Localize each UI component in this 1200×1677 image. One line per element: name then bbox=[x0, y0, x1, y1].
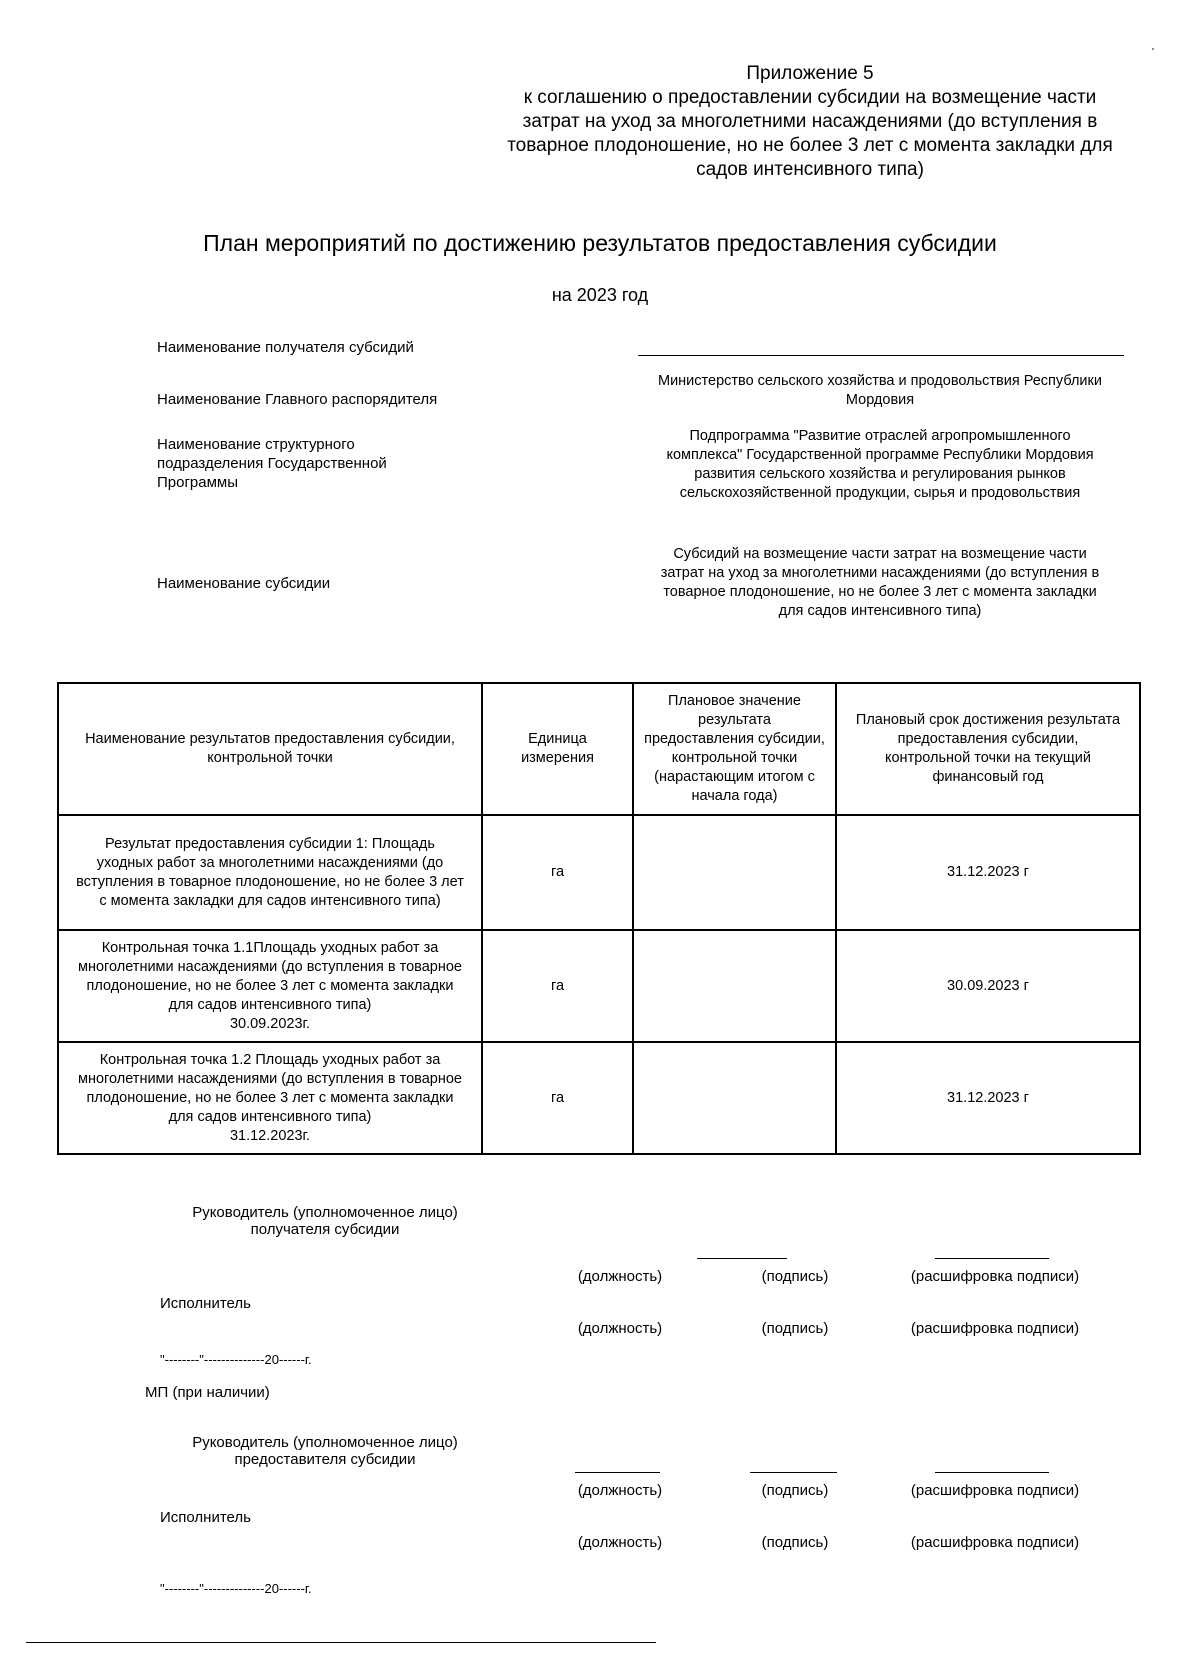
table-row bbox=[58, 1042, 1140, 1154]
row-unit: га bbox=[482, 815, 633, 930]
row-name bbox=[58, 1042, 482, 1154]
table-header-row bbox=[58, 683, 1140, 815]
subsidy-value bbox=[630, 545, 1130, 621]
header-text: (нарастающим итогом с bbox=[654, 769, 815, 785]
row-name-line: 30.09.2023г. bbox=[229, 1015, 311, 1032]
decoding-caption: (расшифровка подписи) bbox=[910, 1320, 1080, 1337]
signature-caption: (подпись) bbox=[761, 1320, 829, 1337]
table-row bbox=[58, 930, 1140, 1042]
row-plan-term: 31.12.2023 г bbox=[836, 815, 1140, 930]
date-line: "--------"--------------20------г. bbox=[160, 1581, 312, 1596]
header-unit bbox=[482, 683, 633, 815]
subsidy-label: Наименование субсидии bbox=[157, 575, 331, 592]
sig-label-line: Руководитель (уполномоченное лицо) bbox=[192, 1434, 458, 1451]
row-plan-value bbox=[633, 815, 836, 930]
row-name-line: многолетними насаждениями (до вступления в товарное bbox=[78, 1070, 462, 1087]
decoding-blank-line bbox=[935, 1258, 1049, 1259]
recipient-blank-line bbox=[638, 355, 1124, 356]
decoding-caption: (расшифровка подписи) bbox=[910, 1268, 1080, 1285]
provider-head-label bbox=[170, 1434, 480, 1468]
position-blank-line bbox=[575, 1472, 660, 1473]
row-name-line: плодоношение, но не более 3 лет с момента закладки bbox=[86, 977, 454, 994]
sig-label-line: получателя субсидии bbox=[250, 1221, 400, 1238]
header-name bbox=[58, 683, 482, 815]
executor-label: Исполнитель bbox=[160, 1295, 251, 1312]
row-name-line: с момента закладки для садов интенсивного типа) bbox=[99, 892, 441, 909]
subsidy-value-line: для садов интенсивного типа) bbox=[778, 603, 982, 619]
position-caption: (должность) bbox=[577, 1320, 663, 1337]
stamp-label: МП (при наличии) bbox=[145, 1384, 270, 1401]
main-manager-line: Мордовия bbox=[845, 392, 915, 408]
row-name-line: Контрольная точка 1.2 Площадь уходных работ за bbox=[99, 1051, 441, 1068]
subsidy-value-line: затрат на уход за многолетними насаждениями (до вступления в bbox=[660, 565, 1100, 581]
document-year: на 2023 год bbox=[551, 285, 649, 305]
table-row bbox=[58, 815, 1140, 930]
row-plan-value bbox=[633, 1042, 836, 1154]
annex-text-line: товарное плодоношение, но не более 3 лет с момента закладки для bbox=[507, 135, 1113, 156]
decoding-caption: (расшифровка подписи) bbox=[910, 1534, 1080, 1551]
header-text: начала года) bbox=[691, 788, 778, 804]
row-name-line: 31.12.2023г. bbox=[229, 1127, 311, 1144]
subsidy-value-line: товарное плодоношение, но не более 3 лет с момента закладки bbox=[663, 584, 1097, 600]
annex-text-line: к соглашению о предоставлении субсидии на возмещение части bbox=[523, 87, 1097, 108]
sig-label-line: предоставителя субсидии bbox=[234, 1451, 416, 1468]
annex-number: Приложение 5 bbox=[746, 63, 874, 84]
header-plan-term bbox=[836, 683, 1140, 815]
footer-rule bbox=[26, 1642, 656, 1643]
header-text: предоставления субсидии, bbox=[897, 731, 1079, 747]
struct-value-line: развития сельского хозяйства и регулирования рынков bbox=[694, 466, 1066, 482]
signature-caption: (подпись) bbox=[761, 1268, 829, 1285]
main-manager-line: Министерство сельского хозяйства и продовольствия Республики bbox=[658, 373, 1102, 389]
row-name-line: плодоношение, но не более 3 лет с момента закладки bbox=[86, 1089, 454, 1106]
annex-text-line: садов интенсивного типа) bbox=[696, 159, 924, 180]
struct-label-line: Программы bbox=[157, 474, 239, 491]
row-name-line: уходных работ за многолетними насаждениями (до bbox=[96, 854, 444, 871]
row-plan-value bbox=[633, 930, 836, 1042]
header-text: контрольной точки на текущий bbox=[884, 750, 1092, 766]
main-manager-label: Наименование Главного распорядителя bbox=[157, 391, 438, 408]
row-name-line: Контрольная точка 1.1Площадь уходных работ за bbox=[101, 939, 439, 956]
header-text: Наименование результатов предоставления субсидии, bbox=[85, 731, 455, 747]
sig-label-line: Руководитель (уполномоченное лицо) bbox=[192, 1204, 458, 1221]
header-text: Единица bbox=[528, 731, 587, 747]
row-unit: га bbox=[482, 1042, 633, 1154]
decoding-blank-line bbox=[935, 1472, 1049, 1473]
struct-label-line: Наименование структурного bbox=[157, 436, 355, 453]
header-text: контрольной точки bbox=[671, 750, 798, 766]
date-line: "--------"--------------20------г. bbox=[160, 1352, 312, 1367]
annex-text-line: затрат на уход за многолетними насаждениями (до вступления в bbox=[522, 111, 1098, 132]
row-name bbox=[58, 930, 482, 1042]
row-plan-term: 31.12.2023 г bbox=[836, 1042, 1140, 1154]
main-manager-value bbox=[630, 372, 1130, 410]
recipient-head-label bbox=[170, 1204, 480, 1238]
row-unit: га bbox=[482, 930, 633, 1042]
row-name-line: вступления в товарное плодоношение, но не более 3 лет bbox=[76, 873, 464, 890]
row-name bbox=[58, 815, 482, 930]
position-caption: (должность) bbox=[577, 1534, 663, 1551]
subsidy-value-line: Субсидий на возмещение части затрат на возмещение части bbox=[673, 546, 1087, 562]
struct-value-line: сельскохозяйственной продукции, сырья и продовольствия bbox=[679, 485, 1081, 501]
plan-table bbox=[57, 682, 1141, 1155]
position-caption: (должность) bbox=[577, 1482, 663, 1499]
recipient-label: Наименование получателя субсидий bbox=[157, 339, 414, 356]
header-text: контрольной точки bbox=[207, 750, 333, 766]
header-text: предоставления субсидии, bbox=[644, 731, 825, 747]
row-name-line: для садов интенсивного типа) bbox=[168, 996, 372, 1013]
header-text: результата bbox=[698, 712, 771, 728]
struct-value bbox=[630, 427, 1130, 503]
row-plan-term: 30.09.2023 г bbox=[836, 930, 1140, 1042]
scan-speck bbox=[1152, 48, 1154, 50]
row-name-line: многолетними насаждениями (до вступления в товарное bbox=[78, 958, 462, 975]
signature-caption: (подпись) bbox=[761, 1534, 829, 1551]
header-text: Плановое значение bbox=[668, 693, 801, 709]
signature-caption: (подпись) bbox=[761, 1482, 829, 1499]
header-text: финансовый год bbox=[932, 769, 1044, 785]
document-title: План мероприятий по достижению результатов предоставления субсидии bbox=[203, 230, 997, 256]
executor-label: Исполнитель bbox=[160, 1509, 251, 1526]
struct-label bbox=[157, 435, 387, 492]
position-caption: (должность) bbox=[577, 1268, 663, 1285]
signature-blank-line bbox=[697, 1258, 787, 1259]
header-plan-value bbox=[633, 683, 836, 815]
decoding-caption: (расшифровка подписи) bbox=[910, 1482, 1080, 1499]
header-text: Плановый срок достижения результата bbox=[855, 712, 1121, 728]
header-text: измерения bbox=[521, 750, 594, 766]
annex-header bbox=[480, 62, 1140, 182]
row-name-line: для садов интенсивного типа) bbox=[168, 1108, 372, 1125]
struct-value-line: комплекса" Государственной программе Республики Мордовия bbox=[666, 447, 1094, 463]
struct-label-line: подразделения Государственной bbox=[157, 455, 387, 472]
row-name-line: Результат предоставления субсидии 1: Площадь bbox=[105, 835, 435, 852]
signature-blank-line bbox=[750, 1472, 837, 1473]
struct-value-line: Подпрограмма "Развитие отраслей агропромышленного bbox=[689, 428, 1071, 444]
